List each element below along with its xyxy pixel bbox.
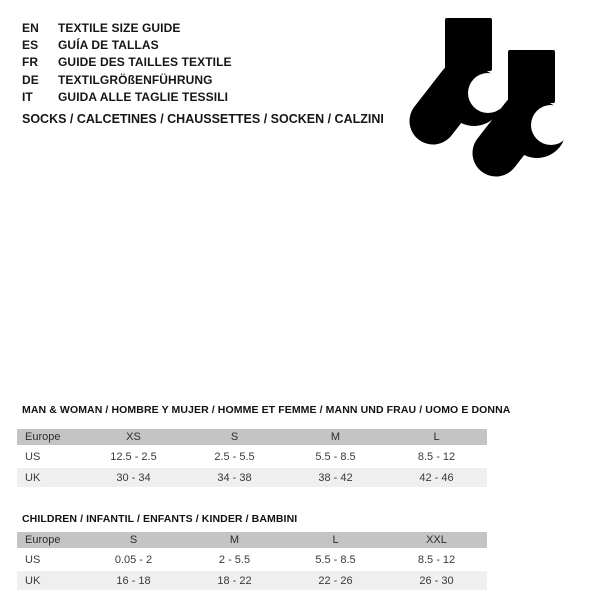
- size-cell: 0.05 - 2: [83, 550, 184, 569]
- language-row-it: [22, 89, 232, 106]
- language-label-it: GUIDA ALLE TAGLIE TESSILI: [58, 90, 229, 105]
- language-row-es: [22, 36, 232, 53]
- table-row-us: [17, 447, 487, 466]
- size-cell: 26 - 30: [386, 571, 487, 590]
- socks-icon-svg: [400, 10, 585, 185]
- language-label-es: GUÍA DE TALLAS: [58, 38, 159, 53]
- size-cell: 8.5 - 12: [386, 550, 487, 569]
- table-row-uk: [17, 468, 487, 487]
- column-header-l: L: [386, 429, 487, 445]
- region-label-uk: UK: [17, 468, 83, 487]
- table-row-us: [17, 550, 487, 569]
- size-cell: 22 - 26: [285, 571, 386, 590]
- size-cell: 2 - 5.5: [184, 550, 285, 569]
- column-header-s: S: [184, 429, 285, 445]
- language-row-fr: [22, 54, 232, 71]
- size-table-man-woman: [17, 404, 511, 489]
- man-woman-table: [17, 427, 487, 489]
- column-header-xxl: XXL: [386, 532, 487, 548]
- size-cell: 8.5 - 12: [386, 447, 487, 466]
- language-list: [22, 19, 232, 106]
- size-cell: 34 - 38: [184, 468, 285, 487]
- socks-icon: [400, 10, 585, 185]
- table-title-man-woman: MAN & WOMAN / HOMBRE Y MUJER / HOMME ET FEMME / MANN UND FRAU / UOMO E DONNA: [22, 404, 511, 416]
- size-cell: 38 - 42: [285, 468, 386, 487]
- column-header-l: L: [285, 532, 386, 548]
- language-label-fr: GUIDE DES TAILLES TEXTILE: [58, 55, 232, 70]
- size-cell: 12.5 - 2.5: [83, 447, 184, 466]
- language-row-en: [22, 19, 232, 36]
- language-label-de: TEXTILGRÖßENFÜHRUNG: [58, 72, 213, 87]
- size-cell: 5.5 - 8.5: [285, 447, 386, 466]
- size-cell: 30 - 34: [83, 468, 184, 487]
- region-label-uk: UK: [17, 571, 83, 590]
- language-code-it: IT: [22, 90, 33, 105]
- size-cell: 5.5 - 8.5: [285, 550, 386, 569]
- children-table: [17, 530, 487, 592]
- region-label-us: US: [17, 447, 83, 466]
- language-code-es: ES: [22, 38, 39, 53]
- region-label-us: US: [17, 550, 83, 569]
- size-cell: 16 - 18: [83, 571, 184, 590]
- table-row-uk: [17, 571, 487, 590]
- column-header-m: M: [184, 532, 285, 548]
- language-code-de: DE: [22, 72, 39, 87]
- language-label-en: TEXTILE SIZE GUIDE: [58, 20, 181, 35]
- header-row: [17, 429, 487, 445]
- category-heading: SOCKS / CALCETINES / CHAUSSETTES / SOCKEN / CALZINI: [22, 112, 384, 126]
- language-code-en: EN: [22, 20, 39, 35]
- size-cell: 42 - 46: [386, 468, 487, 487]
- sock-icon-back: [433, 18, 508, 126]
- table-title-children: CHILDREN / INFANTIL / ENFANTS / KINDER / BAMBINI: [22, 513, 298, 525]
- column-header-m: M: [285, 429, 386, 445]
- size-cell: 2.5 - 5.5: [184, 447, 285, 466]
- column-header-europe: Europe: [17, 532, 83, 548]
- sock-icon-front: [496, 50, 571, 158]
- header-row: [17, 532, 487, 548]
- size-table-children: [17, 513, 487, 592]
- column-header-xs: XS: [83, 429, 184, 445]
- language-row-de: [22, 71, 232, 88]
- size-cell: 18 - 22: [184, 571, 285, 590]
- column-header-europe: Europe: [17, 429, 83, 445]
- language-code-fr: FR: [22, 55, 39, 70]
- column-header-s: S: [83, 532, 184, 548]
